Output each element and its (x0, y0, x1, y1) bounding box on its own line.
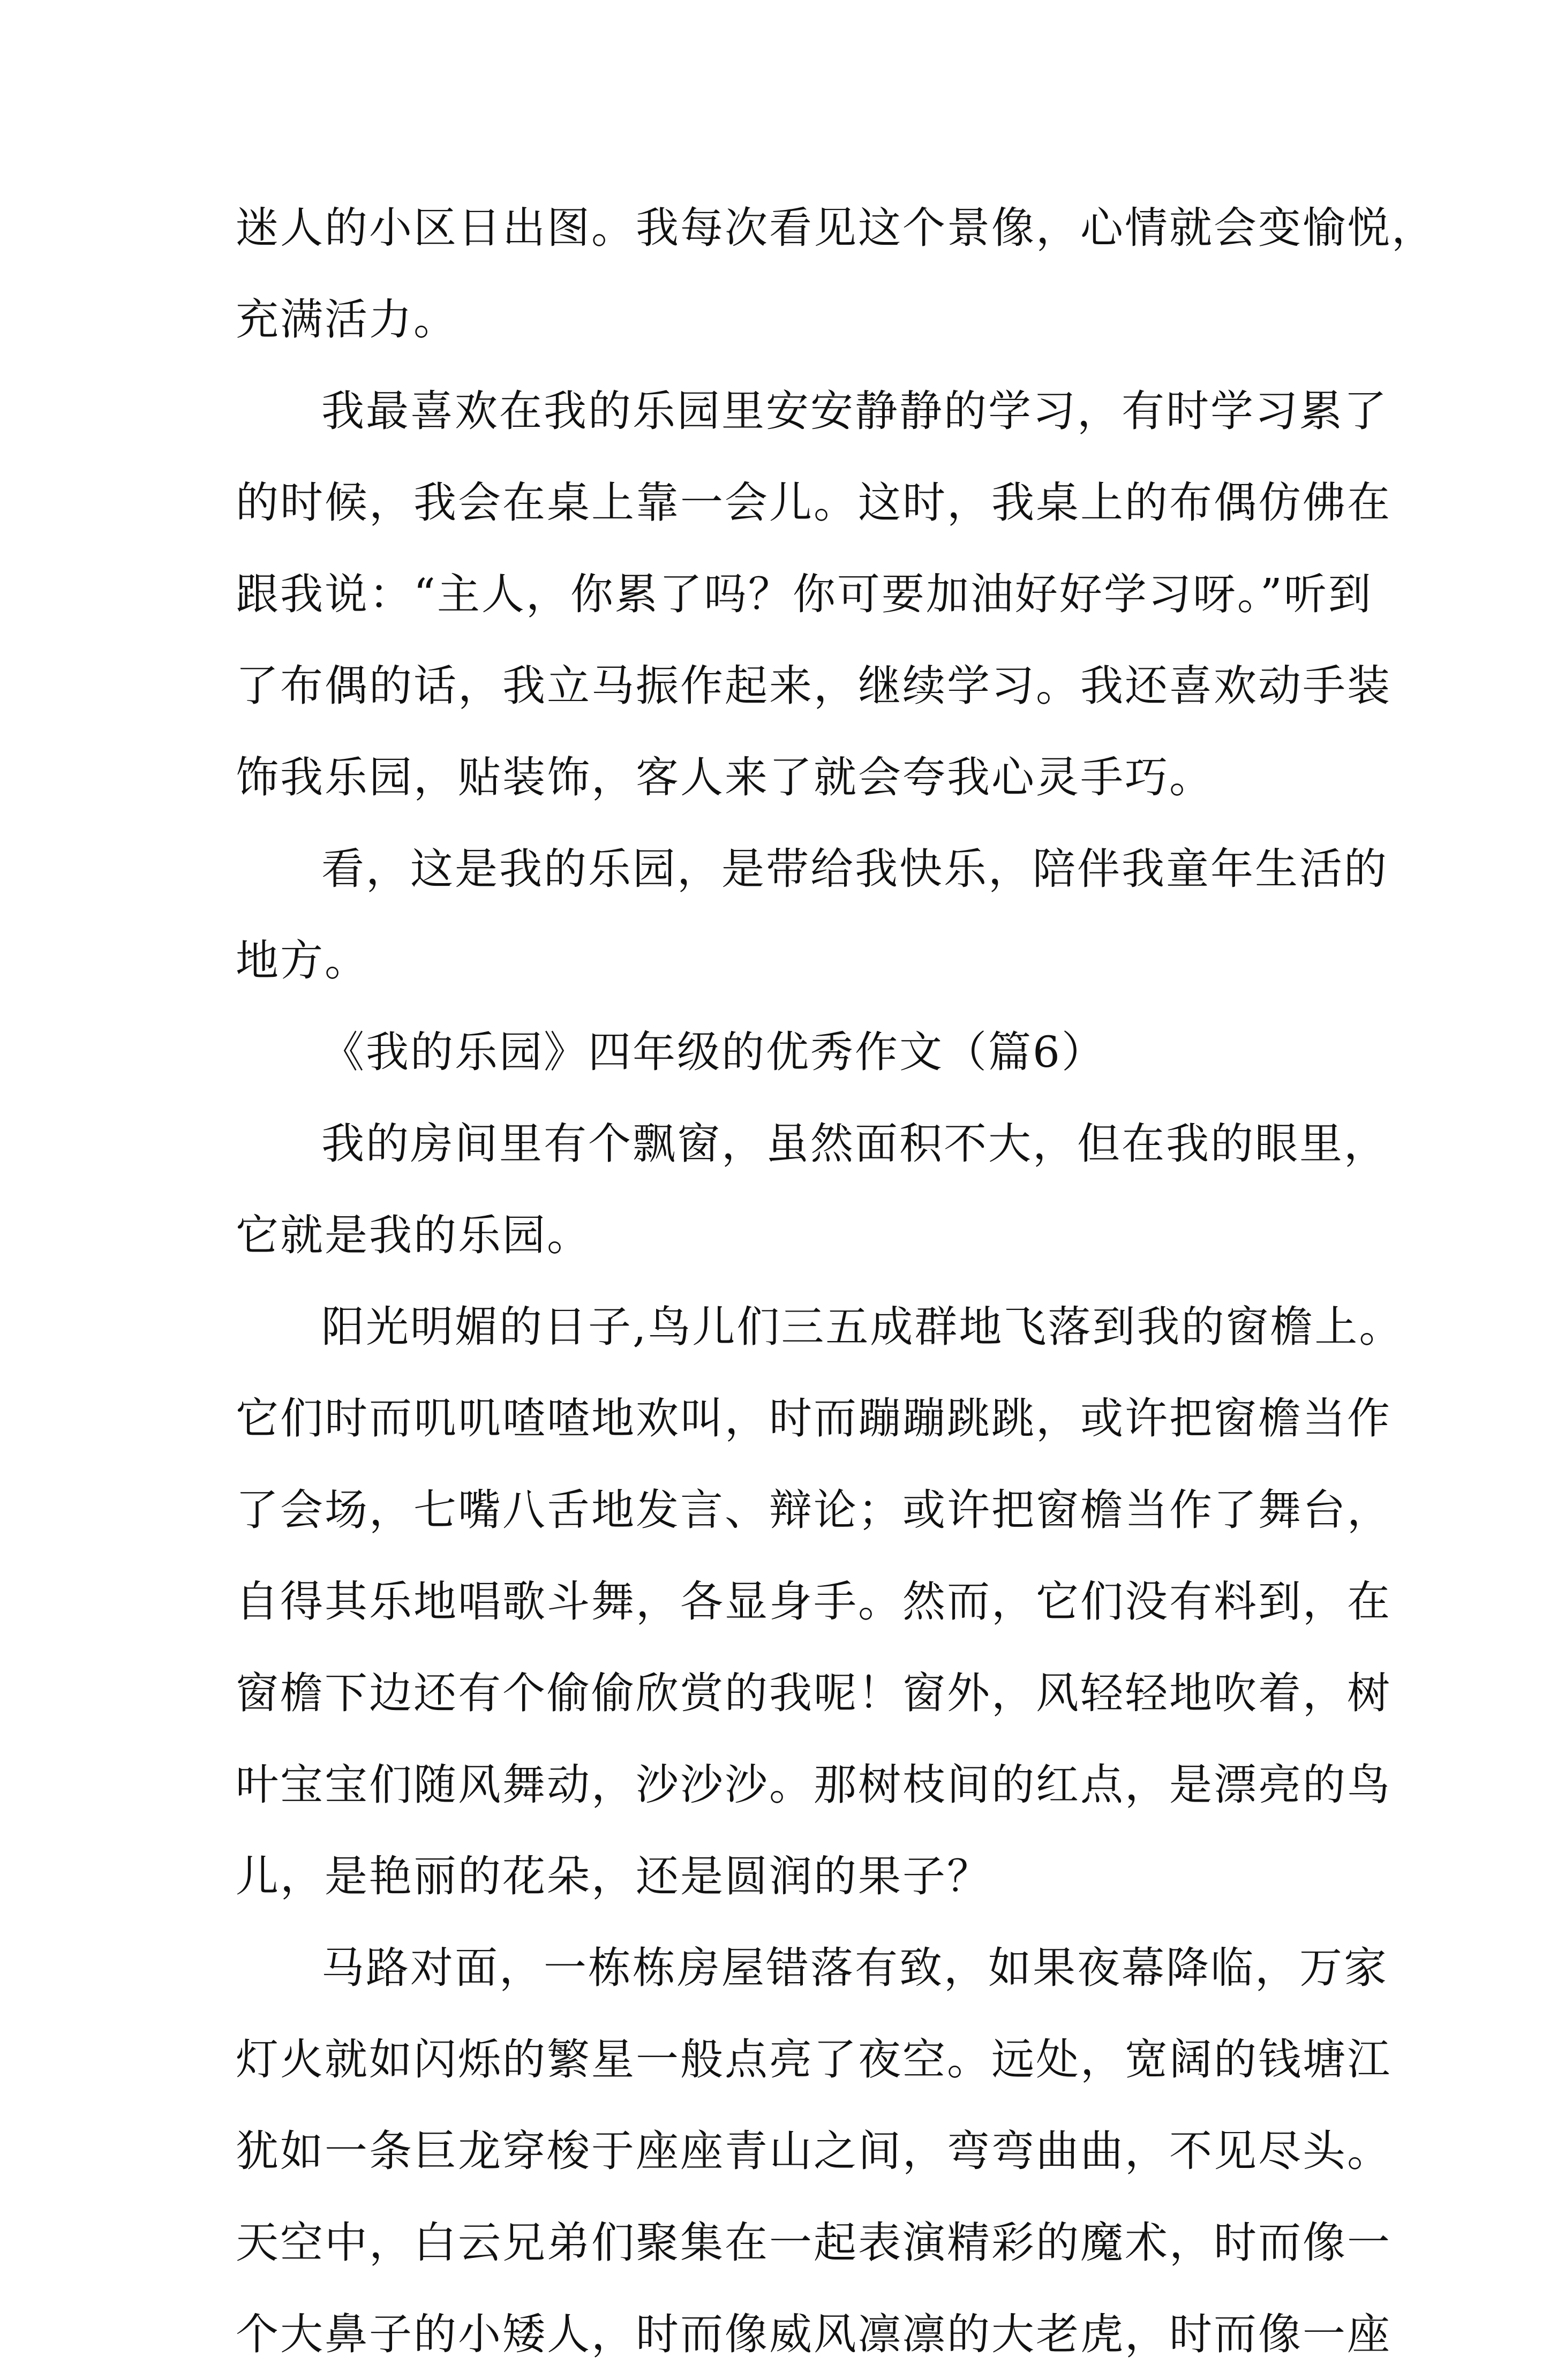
text-line: 跟我说：“主人，你累了吗？你可要加油好好学习呀。”听到 (236, 569, 1373, 619)
text-line: 叶宝宝们随风舞动，沙沙沙。那树枝间的红点，是漂亮的鸟 (236, 1760, 1391, 1810)
text-line: 了会场，七嘴八舌地发言、辩论；或许把窗檐当作了舞台， (236, 1485, 1391, 1535)
text-line: 迷人的小区日出图。我每次看见这个景像，心情就会变愉悦， (236, 203, 1436, 253)
text-line: 儿，是艳丽的花朵，还是圆润的果子？ (236, 1851, 991, 1901)
text-line: 的时候，我会在桌上靠一会儿。这时，我桌上的布偶仿佛在 (236, 478, 1391, 528)
text-line: 看，这是我的乐园，是带给我快乐，陪伴我童年生活的 (321, 844, 1388, 894)
text-line: 个大鼻子的小矮人，时而像威风凛凛的大老虎，时而像一座 (236, 2309, 1391, 2359)
text-line: 我的房间里有个飘窗，虽然面积不大，但在我的眼里， (321, 1119, 1388, 1169)
text-line: 它们时而叽叽喳喳地欢叫，时而蹦蹦跳跳，或许把窗檐当作 (236, 1394, 1391, 1443)
text-line: 马路对面，一栋栋房屋错落有致，如果夜幕降临，万家 (321, 1943, 1388, 1993)
text-line: 我最喜欢在我的乐园里安安静静的学习，有时学习累了 (321, 386, 1388, 436)
text-line: 窗檐下边还有个偷偷欣赏的我呢！窗外，风轻轻地吹着，树 (236, 1668, 1391, 1718)
text-line: 天空中，白云兄弟们聚集在一起表演精彩的魔术，时而像一 (236, 2218, 1391, 2268)
text-line: 犹如一条巨龙穿梭于座座青山之间，弯弯曲曲，不见尽头。 (236, 2126, 1391, 2176)
text-line: 地方。 (236, 936, 369, 985)
text-line: 饰我乐园，贴装饰，客人来了就会夸我心灵手巧。 (236, 752, 1214, 802)
text-line: 自得其乐地唱歌斗舞，各显身手。然而，它们没有料到，在 (236, 1577, 1391, 1626)
text-line: 了布偶的话，我立马振作起来，继续学习。我还喜欢动手装 (236, 661, 1391, 711)
text-line: 灯火就如闪烁的繁星一般点亮了夜空。远处，宽阔的钱塘江 (236, 2035, 1391, 2084)
text-line: 阳光明媚的日子,鸟儿们三五成群地飞落到我的窗檐上。 (321, 1302, 1404, 1352)
text-line: 它就是我的乐园。 (236, 1210, 591, 1260)
text-line: 充满活力。 (236, 295, 458, 344)
document-page (236, 182, 1436, 2380)
section-heading: 《我的乐园》四年级的优秀作文（篇6） (321, 1027, 1106, 1077)
